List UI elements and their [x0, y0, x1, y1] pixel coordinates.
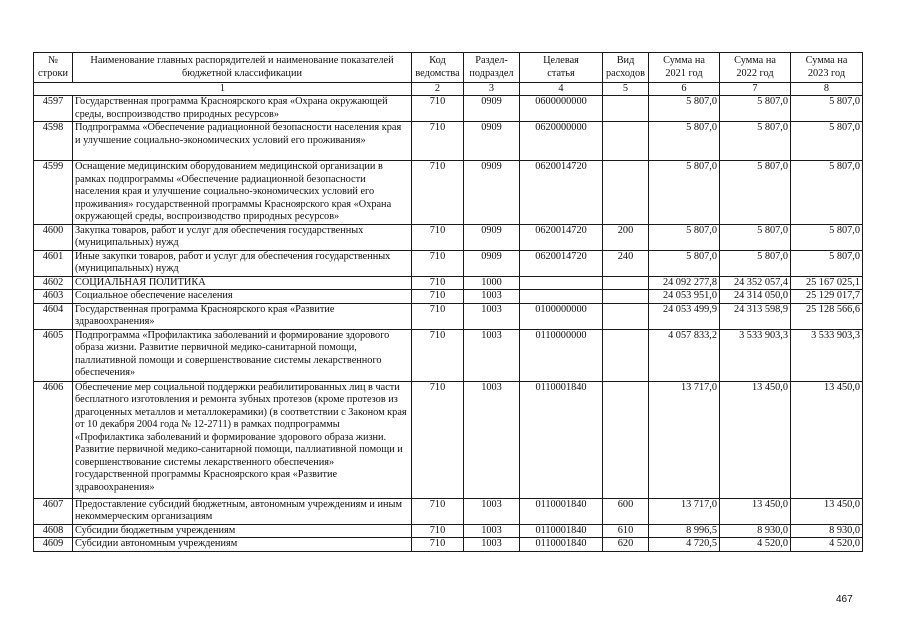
row-number: 4606 — [34, 381, 73, 498]
row-sum-2021: 24 053 951,0 — [649, 290, 720, 304]
row-kind: 610 — [603, 524, 649, 538]
row-sum-2023: 25 167 025,1 — [791, 276, 863, 290]
row-number: 4605 — [34, 329, 73, 381]
row-section: 1003 — [464, 329, 520, 381]
row-target: 0110000000 — [520, 329, 603, 381]
header-target: Целевая статья — [520, 53, 603, 83]
table-row — [34, 329, 863, 381]
row-kind: 240 — [603, 250, 649, 276]
row-sum-2022: 5 807,0 — [720, 122, 791, 161]
row-sum-2021: 24 092 277,8 — [649, 276, 720, 290]
row-section: 1003 — [464, 290, 520, 304]
row-sum-2023: 5 807,0 — [791, 161, 863, 225]
row-code: 710 — [412, 524, 464, 538]
column-number-4: 4 — [520, 83, 603, 96]
row-code: 710 — [412, 381, 464, 498]
row-target: 0100000000 — [520, 303, 603, 329]
table-row — [34, 122, 863, 161]
row-number: 4602 — [34, 276, 73, 290]
row-sum-2021: 8 996,5 — [649, 524, 720, 538]
row-name: Субсидии бюджетным учреждениям — [73, 524, 412, 538]
row-section: 0909 — [464, 122, 520, 161]
row-name: Государственная программа Красноярского края «Охрана окружающей среды, воспроизводство природных ресурсов» — [73, 96, 412, 122]
row-sum-2022: 3 533 903,3 — [720, 329, 791, 381]
row-sum-2023: 5 807,0 — [791, 122, 863, 161]
row-name: Обеспечение мер социальной поддержки реабилитированных лиц в части бесплатного изготовления и ремонта зубных протезов (кроме протезов из драгоценных металлов и металлокерамики) (в соответствии с Законом края от 10 декабря 2004 года № 12-2711) в рамках подпрограммы «Профилактика заболеваний и формирование здорового образа жизни. Развитие первичной медико-санитарной помощи, паллиативной помощи и совершенствование системы лекарственного обеспечения» государственной программы Красноярского края «Развитие здравоохранения» — [73, 381, 412, 498]
row-sum-2023: 13 450,0 — [791, 381, 863, 498]
budget-table — [33, 52, 863, 552]
row-code: 710 — [412, 161, 464, 225]
row-number: 4608 — [34, 524, 73, 538]
row-kind — [603, 276, 649, 290]
header-section: Раздел- подраздел — [464, 53, 520, 83]
row-name: СОЦИАЛЬНАЯ ПОЛИТИКА — [73, 276, 412, 290]
row-number: 4599 — [34, 161, 73, 225]
row-sum-2022: 8 930,0 — [720, 524, 791, 538]
row-sum-2022: 13 450,0 — [720, 498, 791, 524]
row-name: Социальное обеспечение населения — [73, 290, 412, 304]
header-name: Наименование главных распорядителей и наименование показателей бюджетной классификации — [73, 53, 412, 83]
row-kind: 620 — [603, 538, 649, 552]
row-kind — [603, 122, 649, 161]
row-target — [520, 290, 603, 304]
row-kind — [603, 381, 649, 498]
column-number-3: 3 — [464, 83, 520, 96]
row-sum-2023: 5 807,0 — [791, 224, 863, 250]
row-sum-2022: 5 807,0 — [720, 250, 791, 276]
table-row — [34, 276, 863, 290]
row-code: 710 — [412, 96, 464, 122]
row-number: 4597 — [34, 96, 73, 122]
header-num: № строки — [34, 53, 73, 83]
row-sum-2023: 25 128 566,6 — [791, 303, 863, 329]
row-target — [520, 276, 603, 290]
row-target: 0620014720 — [520, 161, 603, 225]
row-sum-2022: 24 352 057,4 — [720, 276, 791, 290]
row-name: Оснащение медицинским оборудованием медицинской организации в рамках подпрограммы «Обеспечение радиационной безопасности населения края и улучшение социально-экономических условий его проживания» государственной программы Красноярского края «Охрана окружающей среды, воспроизводство природных ресурсов» — [73, 161, 412, 225]
row-sum-2023: 25 129 017,7 — [791, 290, 863, 304]
row-section: 1003 — [464, 381, 520, 498]
row-target: 0620000000 — [520, 122, 603, 161]
row-sum-2023: 13 450,0 — [791, 498, 863, 524]
row-sum-2023: 4 520,0 — [791, 538, 863, 552]
table-body — [34, 96, 863, 552]
row-section: 1003 — [464, 303, 520, 329]
row-sum-2022: 13 450,0 — [720, 381, 791, 498]
column-number-8: 8 — [791, 83, 863, 96]
row-sum-2022: 24 314 050,0 — [720, 290, 791, 304]
row-code: 710 — [412, 538, 464, 552]
row-code: 710 — [412, 329, 464, 381]
row-sum-2023: 3 533 903,3 — [791, 329, 863, 381]
table-row — [34, 290, 863, 304]
header-sum-2022: Сумма на 2022 год — [720, 53, 791, 83]
row-section: 0909 — [464, 250, 520, 276]
header-row — [34, 53, 863, 83]
row-sum-2022: 5 807,0 — [720, 224, 791, 250]
row-name: Закупка товаров, работ и услуг для обеспечения государственных (муниципальных) нужд — [73, 224, 412, 250]
row-sum-2021: 5 807,0 — [649, 122, 720, 161]
column-number-1: 1 — [34, 83, 412, 96]
row-kind — [603, 329, 649, 381]
row-number: 4598 — [34, 122, 73, 161]
row-sum-2021: 13 717,0 — [649, 498, 720, 524]
row-kind — [603, 161, 649, 225]
row-target: 0620014720 — [520, 250, 603, 276]
row-name: Субсидии автономным учреждениям — [73, 538, 412, 552]
row-sum-2022: 5 807,0 — [720, 96, 791, 122]
row-sum-2021: 4 057 833,2 — [649, 329, 720, 381]
row-sum-2023: 5 807,0 — [791, 250, 863, 276]
page-number: 467 — [836, 594, 853, 605]
row-section: 1003 — [464, 524, 520, 538]
row-kind: 200 — [603, 224, 649, 250]
row-sum-2021: 4 720,5 — [649, 538, 720, 552]
row-sum-2022: 5 807,0 — [720, 161, 791, 225]
row-sum-2023: 5 807,0 — [791, 96, 863, 122]
table-row — [34, 524, 863, 538]
row-name: Иные закупки товаров, работ и услуг для обеспечения государственных (муниципальных) нужд — [73, 250, 412, 276]
row-code: 710 — [412, 290, 464, 304]
table-row — [34, 250, 863, 276]
row-kind — [603, 303, 649, 329]
row-target: 0110001840 — [520, 538, 603, 552]
column-number-6: 6 — [649, 83, 720, 96]
header-code: Код ведомства — [412, 53, 464, 83]
table-row — [34, 161, 863, 225]
row-code: 710 — [412, 250, 464, 276]
row-sum-2021: 5 807,0 — [649, 250, 720, 276]
row-name: Подпрограмма «Обеспечение радиационной безопасности населения края и улучшение социально-экономических условий его проживания» — [73, 122, 412, 161]
row-kind: 600 — [603, 498, 649, 524]
row-code: 710 — [412, 303, 464, 329]
table-row — [34, 381, 863, 498]
table-row — [34, 303, 863, 329]
row-sum-2021: 5 807,0 — [649, 224, 720, 250]
row-name: Государственная программа Красноярского края «Развитие здравоохранения» — [73, 303, 412, 329]
column-number-7: 7 — [720, 83, 791, 96]
row-section: 0909 — [464, 96, 520, 122]
row-section: 0909 — [464, 161, 520, 225]
table-row — [34, 498, 863, 524]
row-sum-2021: 13 717,0 — [649, 381, 720, 498]
row-code: 710 — [412, 122, 464, 161]
header-sum-2023: Сумма на 2023 год — [791, 53, 863, 83]
row-number: 4603 — [34, 290, 73, 304]
row-target: 0110001840 — [520, 524, 603, 538]
row-sum-2023: 8 930,0 — [791, 524, 863, 538]
row-section: 1003 — [464, 538, 520, 552]
column-number-row — [34, 83, 863, 96]
row-kind — [603, 96, 649, 122]
row-sum-2022: 4 520,0 — [720, 538, 791, 552]
header-kind: Вид расходов — [603, 53, 649, 83]
row-sum-2021: 5 807,0 — [649, 161, 720, 225]
row-number: 4601 — [34, 250, 73, 276]
row-target: 0620014720 — [520, 224, 603, 250]
table-row — [34, 224, 863, 250]
row-sum-2022: 24 313 598,9 — [720, 303, 791, 329]
row-name: Подпрограмма «Профилактика заболеваний и формирование здорового образа жизни. Развитие первичной медико-санитарной помощи, паллиативной помощи и совершенствование системы лекарственного обеспечения» — [73, 329, 412, 381]
column-number-2: 2 — [412, 83, 464, 96]
row-number: 4604 — [34, 303, 73, 329]
row-code: 710 — [412, 224, 464, 250]
row-number: 4607 — [34, 498, 73, 524]
row-code: 710 — [412, 276, 464, 290]
row-number: 4609 — [34, 538, 73, 552]
column-number-5: 5 — [603, 83, 649, 96]
row-target: 0600000000 — [520, 96, 603, 122]
row-section: 1003 — [464, 498, 520, 524]
table-row — [34, 538, 863, 552]
row-kind — [603, 290, 649, 304]
row-section: 1000 — [464, 276, 520, 290]
row-code: 710 — [412, 498, 464, 524]
row-name: Предоставление субсидий бюджетным, автономным учреждениям и иным некоммерческим организациям — [73, 498, 412, 524]
row-section: 0909 — [464, 224, 520, 250]
row-target: 0110001840 — [520, 381, 603, 498]
row-number: 4600 — [34, 224, 73, 250]
row-target: 0110001840 — [520, 498, 603, 524]
table-row — [34, 96, 863, 122]
header-sum-2021: Сумма на 2021 год — [649, 53, 720, 83]
row-sum-2021: 5 807,0 — [649, 96, 720, 122]
row-sum-2021: 24 053 499,9 — [649, 303, 720, 329]
